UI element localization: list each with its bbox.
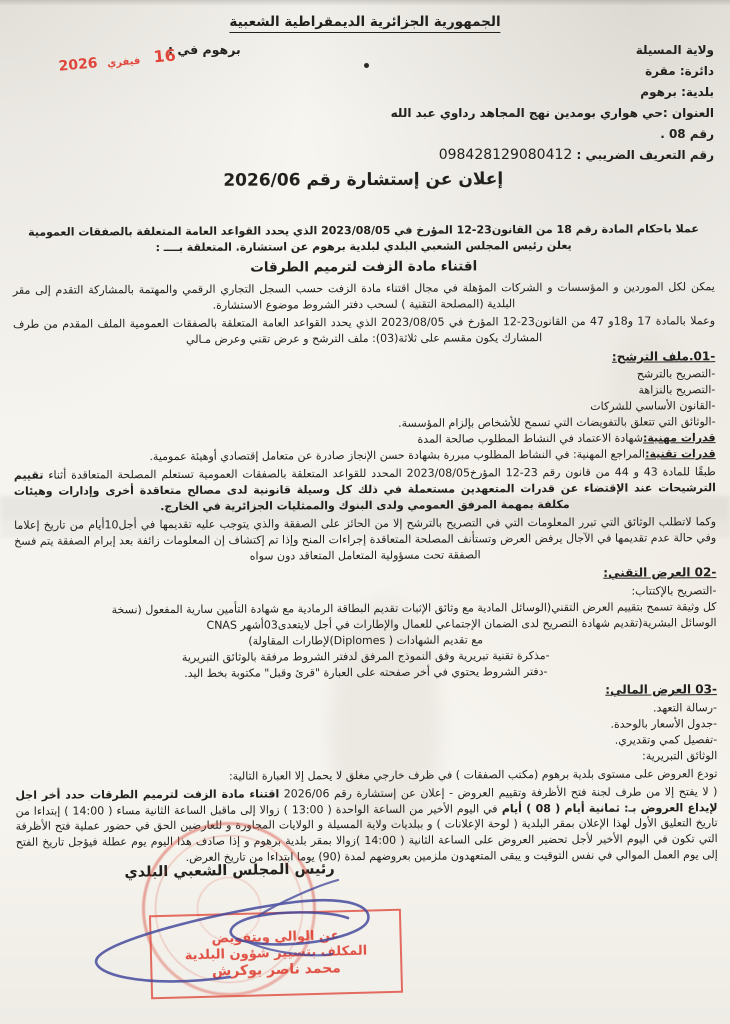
section-02-heading: -02 العرض التقني:	[603, 565, 717, 581]
daira-line: دائرة: مقرة	[645, 64, 714, 78]
address-line: العنوان :حي هواري بومدين نهج المجاهد رداوي عبد الله رقم 08 .	[390, 106, 714, 141]
candidacy-item: -الوثائق التي تتعلق بالتفويضات التي تسمح للأشخاص بإلزام المؤسسة.	[398, 415, 716, 430]
wilaya-line: ولاية المسيلة	[635, 43, 714, 57]
consultation-subject: اقتناء مادة الزفت لترميم الطرقات	[250, 257, 478, 276]
section-01-heading: -01.ملف الترشح:	[611, 348, 716, 364]
submission-paragraph	[15, 784, 717, 867]
inquiry-paragraph	[14, 464, 716, 515]
commune-line: بلدية: برهوم	[640, 85, 714, 99]
signatory-title: رئيس المجلس الشعبي البلدي	[124, 861, 335, 881]
date-stamp	[25, 45, 176, 77]
announcement-line: يعلن رئيس المجلس الشعبي البلدي لبلدية برهوم عن استشارة. المتعلقة بــــ :	[155, 238, 572, 254]
date-stamp-day: 16	[152, 45, 177, 67]
page-title: إعلان عن إستشارة رقم 2026/06	[223, 169, 504, 191]
ink-dot	[364, 63, 369, 68]
envelope-subject: اقتناء مادة الزفت لترميم الطرقات	[90, 787, 280, 802]
deadline-rest: في اليوم الأخير من الساعة الواحدة ( 13:00 ) زوالا إلى ماقبل الساعة الثانية مساء ( 14:00 ) إبتداءا من تاريخ التعليق الأول لهذا الإعلان بمقر البلدية ( لوحة الإعلانات ) و ببلديات ولاية المسيلة و الولايات المجاورة و للعارضين الحق في حضور عملية فتح الأظرفة التي تكون في اليوم الأخير لأجل تحضير العروض على الساعة الثانية ( 14:00 )زوالا بمقر بلدية برهوم و إذا صادف هذا اليوم يوم عطلة فيؤجل تاريخ الفتح إلى يوم العمل الموالي في نفس التوقيت و يبقى المتعهدون ملزمين بعروضهم لمدة (90) يوما ابتداءا من تاريخ العرض.	[15, 801, 718, 865]
financial-offer-item: الوثائق التبريرية:	[642, 748, 718, 763]
documents-note-paragraph: وكما لاتطلب الوثائق التي تبرر المعلومات التي في التصريح بالترشح إلا من الحائز على الصفقة والذي يتوجب عليه تقديمها في أجل10أيام من تاريخ إعلاما وفي حالة عدم تقديمها في الآجال يرفض العرض وتستأنف المصلحة المتعاقدة إجراءات المنح وإذا تم إكتشاف إن المعلومات زائفة بعد إبرام الصفقة يتم فسخ الصفقة تحت مسؤولية المتعامل المتعاقد دون سواه	[14, 514, 717, 563]
section-03-heading: -03 العرض المالي:	[605, 682, 717, 698]
technical-offer-item: -مذكرة تقنية تبريرية وفق النموذج المرفق لدفتر الشروط مرفقة بالوثائق التبريرية	[181, 648, 550, 664]
date-stamp-month: فيفري	[106, 55, 141, 70]
professional-capacities-text: شهادة الاعتماد في النشاط المطلوب صالحة المدة	[417, 431, 643, 446]
technical-offer-item: كل وثيقة تسمح بتقييم العرض التقني(الوسائل المادية مع وثائق الإثبات تقديم البطاقة الرمادية مع شهادة التأمين سارية المفعول (نسخة	[111, 599, 717, 617]
stamp-line-1: عن الوالي وبتفويض	[211, 928, 340, 947]
technical-capacities-text: المراجع المهنية: في النشاط المطلوب مبررة بشهادة حسن الإنجاز صادرة عن متعامل إقتصادي أوهيئة عمومية.	[149, 447, 646, 464]
technical-offer-item: الوسائل البشرية(تقديم شهادة التصريح لدى الضمان الإجتماعي للعمال والإطارات في أجل لايتعدى03أشهر CNAS	[206, 615, 717, 632]
inquiry-bold: تقييم الترشيحات عند الإقتضاء عن قدرات المتعهدين مستعملة في ذلك كل وسيلة قانونية لدى مصالح متعاقدة أخرى وإدارات وهيئات مكلفة بمهمة المرفق العمومي ولدى البنوك والممثليات الجزائرية في الخارج.	[13, 468, 716, 513]
financial-offer-item: -تفصيل كمي وتقديري.	[614, 732, 718, 747]
candidacy-item: -التصريح بالنزاهة	[638, 383, 716, 397]
financial-offer-item: -رسالة التعهد.	[653, 701, 718, 715]
document-body	[12, 156, 718, 869]
place-date-label: برهوم في :	[168, 42, 241, 57]
stamp-line-3: محمد ناصر بوكرش	[211, 960, 342, 980]
republic-title: الجمهورية الجزائرية الديمقراطية الشعبية	[229, 14, 500, 33]
eligibility-paragraph: يمكن لكل الموردين و المؤسسات و الشركات المؤهلة في مجال اقتناء مادة الزفت حسب السجل التجاري الرقمي والمهتمة بالمشاركة التقدم إلى مقر البلدية (المصلحة التقنية ) لسحب دفتر الشروط موضوع الاستشارة.	[12, 280, 715, 312]
deadline-bold: حدد أخر اجل لإيداع العروض بـ: ثمانية أيام ( 08 ) أيام	[15, 788, 718, 815]
financial-offer-item: -جدول الأسعار بالوحدة.	[610, 716, 718, 731]
envelope-prefix: ( لا يفتح إلا من طرف لجنة فتح الأظرفة وتقييم العروض - إعلان عن إستشارة رقم 2026/06	[279, 784, 718, 801]
tax-id-label: رقم التعريف الضريبي :	[576, 148, 714, 162]
technical-capacities-label: قدرات تقنية:	[645, 447, 716, 461]
legal-basis-line: عملا باحكام المادة رقم 18 من القانون23-12 المؤرخ في 2023/08/05 الذي يحدد القواعد العامة المتعلقة بالصفقات العمومية	[28, 221, 699, 239]
file-structure-paragraph: وعملا بالمادة 17 و18و 47 من القانون23-12 المؤرخ في 2023/08/05 الذي يحدد القواعد العامة المتعلقة بالصفقات العمومية الملف المقدم من طرف المشارك يكون مقسم على ثلاثة(03): ملف الترشح و عرض تقني وعرض مـالي	[12, 314, 716, 346]
date-stamp-year: 2026	[57, 55, 99, 75]
professional-capacities-label: قدرات مهنية:	[642, 431, 716, 445]
technical-offer-item: -دفتر الشروط يحتوي في أخر صفحته على العبارة "قرئ وقبل" مكتوبة بخط اليد.	[184, 664, 548, 680]
tax-id-number: 098428129080412	[438, 147, 573, 163]
submission-intro: تودع العروض على مستوى بلدية برهوم (مكتب الصفقات ) في ظرف خارجي مغلق لا يحمل إلا العبارة التالية:	[228, 766, 718, 783]
issuer-block	[369, 40, 714, 166]
stamp-line-2: المكلف بتسيير شؤون البلدية	[184, 943, 368, 964]
technical-offer-item: مع تقديم الشهادات ( Diplomes)لإطارات المقاولة)	[248, 633, 484, 648]
candidacy-item: -التصريح بالترشح	[636, 367, 716, 381]
technical-offer-item: -التصريح بالإكتتاب:	[631, 584, 717, 598]
candidacy-item: -القانون الأساسي للشركات	[590, 399, 716, 413]
inquiry-regular: طبقًا للمادة 43 و 44 من قانون رقم 23-12 المؤرخ2023/08/05 المحدد للقواعد المتعلقة بالصفقات العمومية تستعلم المصلحة المتعاقدة أثناء	[43, 465, 716, 482]
signature-scribble-icon	[80, 872, 400, 992]
technical-capacities-line	[14, 446, 716, 466]
